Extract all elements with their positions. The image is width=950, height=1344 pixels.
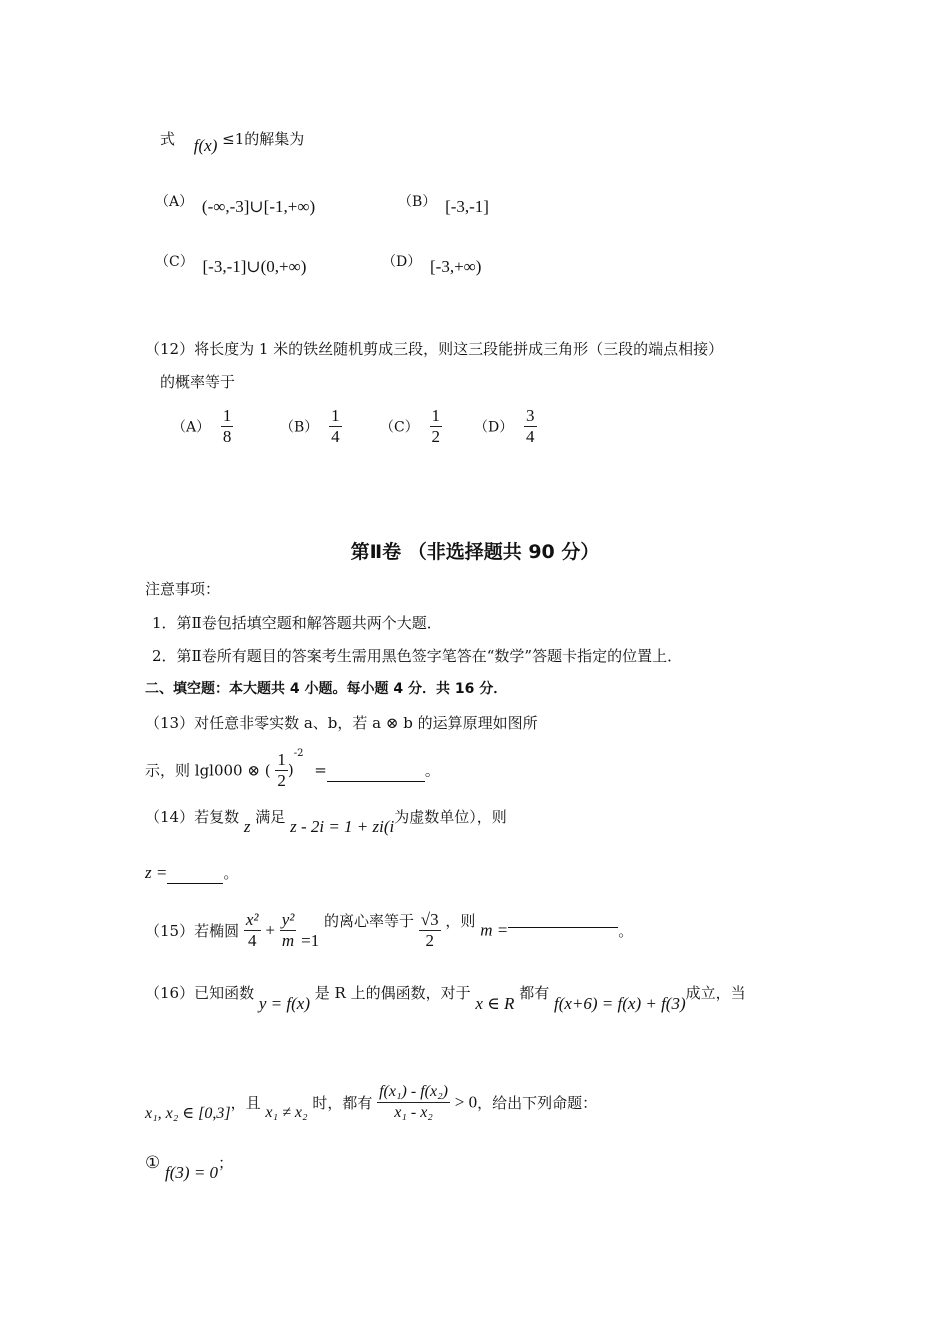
q13-prefix: 示，则 lgl000 ⊗ ( xyxy=(145,761,271,780)
note-1: 1．第Ⅱ卷包括填空题和解答题共两个大题． xyxy=(152,614,442,632)
q15-fraction-y xyxy=(280,910,297,951)
q14-var: z xyxy=(243,817,251,836)
option-fraction xyxy=(329,406,342,447)
fill-in-heading: 二、填空题：本大题共 4 小题。每小题 4 分．共 16 分． xyxy=(145,681,508,697)
option-label: （D） xyxy=(474,419,514,436)
frac-den: x₁ - x₂ xyxy=(377,1102,450,1123)
frac-den: 2 xyxy=(431,427,440,446)
option-label: （C） xyxy=(155,254,194,270)
frac-num: √3 xyxy=(420,910,439,929)
q16-distinct: x₁ ≠ x₂ xyxy=(265,1103,308,1121)
option-label: （B） xyxy=(280,419,319,436)
q15-end: 。 xyxy=(618,922,634,940)
frac-num: 1 xyxy=(222,406,232,425)
q14-answer-blank[interactable] xyxy=(167,867,223,884)
frac-num: x² xyxy=(245,910,259,929)
frac-num: 1 xyxy=(277,749,286,769)
q15-comma: ，则 xyxy=(445,912,476,930)
q15-eccentricity xyxy=(419,910,441,951)
option-value: (-∞,-3]∪[-1,+∞) xyxy=(201,197,316,216)
q15-fraction-x xyxy=(244,910,261,951)
q15-prefix: （15）若椭圆 xyxy=(145,922,240,940)
q15-equals-one: =1 xyxy=(301,930,320,950)
q15-var: m = xyxy=(480,920,509,940)
option-label: （D） xyxy=(382,254,422,270)
q16-line2 xyxy=(145,1082,597,1123)
option-fraction xyxy=(221,406,234,447)
q12-option-c xyxy=(380,406,442,447)
frac-den: 2 xyxy=(277,770,286,790)
q12-option-b xyxy=(280,406,342,447)
q16-item-1 xyxy=(145,1152,234,1182)
q13-equals: = xyxy=(314,761,327,779)
q11-tail-line xyxy=(160,128,305,155)
option-label: （B） xyxy=(398,194,437,210)
q11-option-d xyxy=(382,250,482,276)
q12-option-a xyxy=(172,406,233,447)
frac-den: 4 xyxy=(331,427,340,446)
q16-and: ，且 xyxy=(230,1094,261,1112)
q11-prefix: 式 xyxy=(160,130,176,148)
q12-line2: 的概率等于 xyxy=(160,373,236,391)
q14-equation: z - 2i = 1 + zi(i xyxy=(290,817,395,836)
q13-line1: （13）对任意非零实数 a、b，若 a ⊗ b 的运算原理如图所 xyxy=(145,714,538,732)
frac-num: 1 xyxy=(331,406,340,425)
q14-prefix: （14）若复数 xyxy=(145,808,240,826)
q14-end: 。 xyxy=(223,864,239,882)
q11-option-c xyxy=(155,250,307,276)
option-value: [-3,+∞) xyxy=(430,257,482,276)
q16-given: ，给出下列命题： xyxy=(477,1094,598,1112)
q16-domain: x₁, x₂ ∈ [0,3] xyxy=(145,1104,231,1122)
q13-exponent: -2 xyxy=(293,748,304,759)
q16-equation: f(x+6) = f(x) + f(3) xyxy=(553,994,686,1013)
q12-line1: （12）将长度为 1 米的铁丝随机剪成三段，则这三段能拼成三角形（三段的端点相接） xyxy=(145,340,724,358)
q11-option-b xyxy=(398,190,489,216)
q14-suffix: 为虚数单位），则 xyxy=(394,808,507,826)
q16-mid1: 是 R 上的偶函数，对于 xyxy=(314,984,471,1002)
q14-line1 xyxy=(145,806,507,836)
item-1-end: ； xyxy=(218,1154,234,1172)
frac-den: 8 xyxy=(222,427,232,446)
option-label: （A） xyxy=(172,419,211,436)
frac-num: 3 xyxy=(526,406,535,425)
item-1-expr: f(3) = 0 xyxy=(165,1163,219,1182)
frac-den: 4 xyxy=(244,930,261,951)
q16-when: 时，都有 xyxy=(312,1094,373,1112)
q13-fraction xyxy=(275,750,288,791)
q16-inequality-fraction xyxy=(377,1082,450,1123)
frac-num: f(x₁) - f(x₂) xyxy=(379,1083,448,1100)
q16-function: y = f(x) xyxy=(258,994,310,1013)
q15-answer-blank[interactable] xyxy=(508,927,618,928)
section-title: 第Ⅱ卷 （非选择题共 90 分） xyxy=(350,541,600,563)
frac-den: 4 xyxy=(526,427,535,446)
q13-end: 。 xyxy=(424,761,440,780)
q15-mid: 的离心率等于 xyxy=(324,912,415,930)
option-fraction xyxy=(524,406,537,447)
option-label: （A） xyxy=(155,194,194,210)
q12-option-d xyxy=(474,406,537,447)
q14-mid: 满足 xyxy=(255,808,286,826)
option-value: [-3,-1]∪(0,+∞) xyxy=(202,257,307,276)
q11-suffix: ≤1的解集为 xyxy=(222,130,305,148)
q16-mid2: 都有 xyxy=(519,984,550,1002)
q16-condition: x ∈ R xyxy=(475,994,515,1013)
q16-prefix: （16）已知函数 xyxy=(145,984,255,1002)
q14-answer-prefix: z = xyxy=(145,863,168,882)
q13-line2: 示，则 lgl000 ⊗ ( $\frac{1}{2}$ )$^{-2}$ = 。 xyxy=(145,748,440,790)
q16-suffix: 成立，当 xyxy=(685,984,746,1002)
q16-inequality-rhs: > 0 xyxy=(454,1092,478,1112)
q16-line1 xyxy=(145,982,746,1013)
q14-answer-line xyxy=(145,862,238,884)
option-label: （C） xyxy=(380,419,419,436)
frac-den: 2 xyxy=(419,930,441,951)
q15-plus: + xyxy=(265,920,275,940)
frac-num: y² xyxy=(281,910,295,929)
q15-line xyxy=(145,910,633,951)
q11-option-a xyxy=(155,190,316,216)
frac-num: 1 xyxy=(431,406,440,425)
q13-answer-blank[interactable] xyxy=(327,765,425,782)
q11-expr: f(x) xyxy=(193,136,218,155)
notes-heading: 注意事项： xyxy=(145,580,221,598)
frac-den: m xyxy=(280,930,297,951)
option-value: [-3,-1] xyxy=(445,197,489,216)
option-fraction xyxy=(430,406,443,447)
item-marker: ① xyxy=(145,1153,161,1173)
note-2: 2．第Ⅱ卷所有题目的答案考生需用黑色签字笔答在“数学”答题卡指定的位置上． xyxy=(152,647,683,665)
